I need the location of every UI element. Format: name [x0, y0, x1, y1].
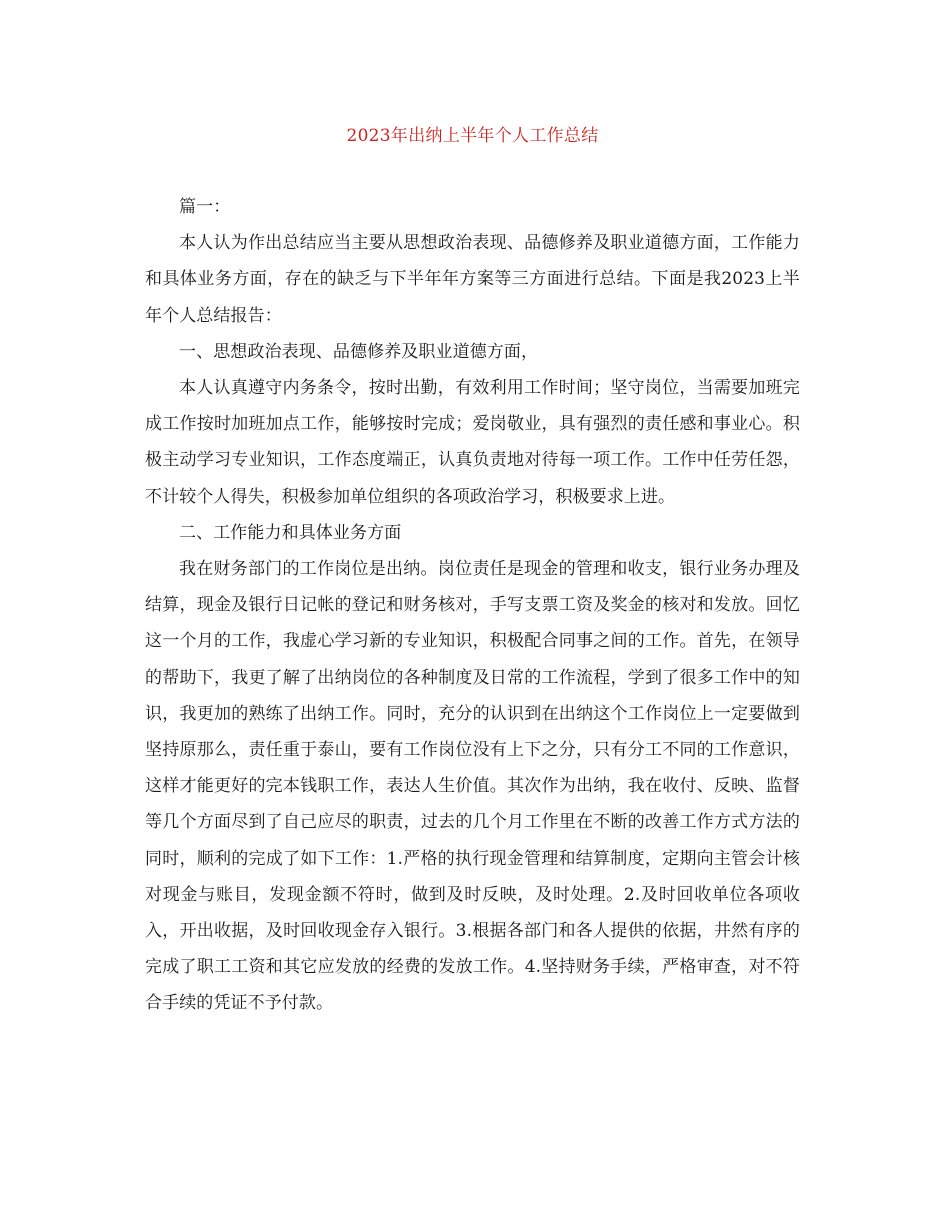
- paragraph-section-1: 本人认真遵守内务条令，按时出勤，有效利用工作时间；坚守岗位，当需要加班完成工作按时加班加点工作，能够按时完成；爱岗敬业，具有强烈的责任感和事业心。积极主动学习专业知识，工作态度端正，认真负责地对待每一项工作。工作中任劳任怨，不计较个人得失，积极参加单位组织的各项政治学习，积极要求上进。: [145, 378, 800, 507]
- document-title: 2023年出纳上半年个人工作总结: [346, 126, 599, 146]
- document-body: [145, 189, 800, 1022]
- paragraph-section-label: 篇一：: [179, 197, 231, 217]
- section-heading-1: 一、思想政治表现、品德修养及职业道德方面，: [179, 341, 539, 362]
- section-heading-2: 二、工作能力和具体业务方面: [179, 522, 402, 543]
- paragraph-section-2: 我在财务部门的工作岗位是出纳。岗位责任是现金的管理和收支，银行业务办理及结算，现金及银行日记帐的登记和财务核对，手写支票工资及奖金的核对和发放。回忆这一个月的工作，我虚心学习新的专业知识，积极配合同事之间的工作。首先，在领导的帮助下，我更了解了出纳岗位的各种制度及日常的工作流程，学到了很多工作中的知识，我更加的熟练了出纳工作。同时，充分的认识到在出纳这个工作岗位上一定要做到坚持原那么，责任重于泰山，要有工作岗位没有上下之分，只有分工不同的工作意识，这样才能更好的完本钱职工作，表达人生价值。其次作为出纳，我在收付、反映、监督等几个方面尽到了自己应尽的职责，过去的几个月工作里在不断的改善工作方式方法的同时，顺利的完成了如下工作：1.严格的执行现金管理和结算制度，定期向主管会计核对现金与账目，发现金额不符时，做到及时反映，及时处理。2.及时回收单位各项收入，开出收据，及时回收现金存入银行。3.根据各部门和各人提供的依据，井然有序的完成了职工工资和其它应发放的经费的发放工作。4.坚持财务手续，严格审查，对不符合手续的凭证不予付款。: [145, 559, 800, 1014]
- paragraph-intro: 本人认为作出总结应当主要从思想政治表现、品德修养及职业道德方面，工作能力和具体业务方面，存在的缺乏与下半年年方案等三方面进行总结。下面是我2023上半年个人总结报告：: [145, 233, 800, 326]
